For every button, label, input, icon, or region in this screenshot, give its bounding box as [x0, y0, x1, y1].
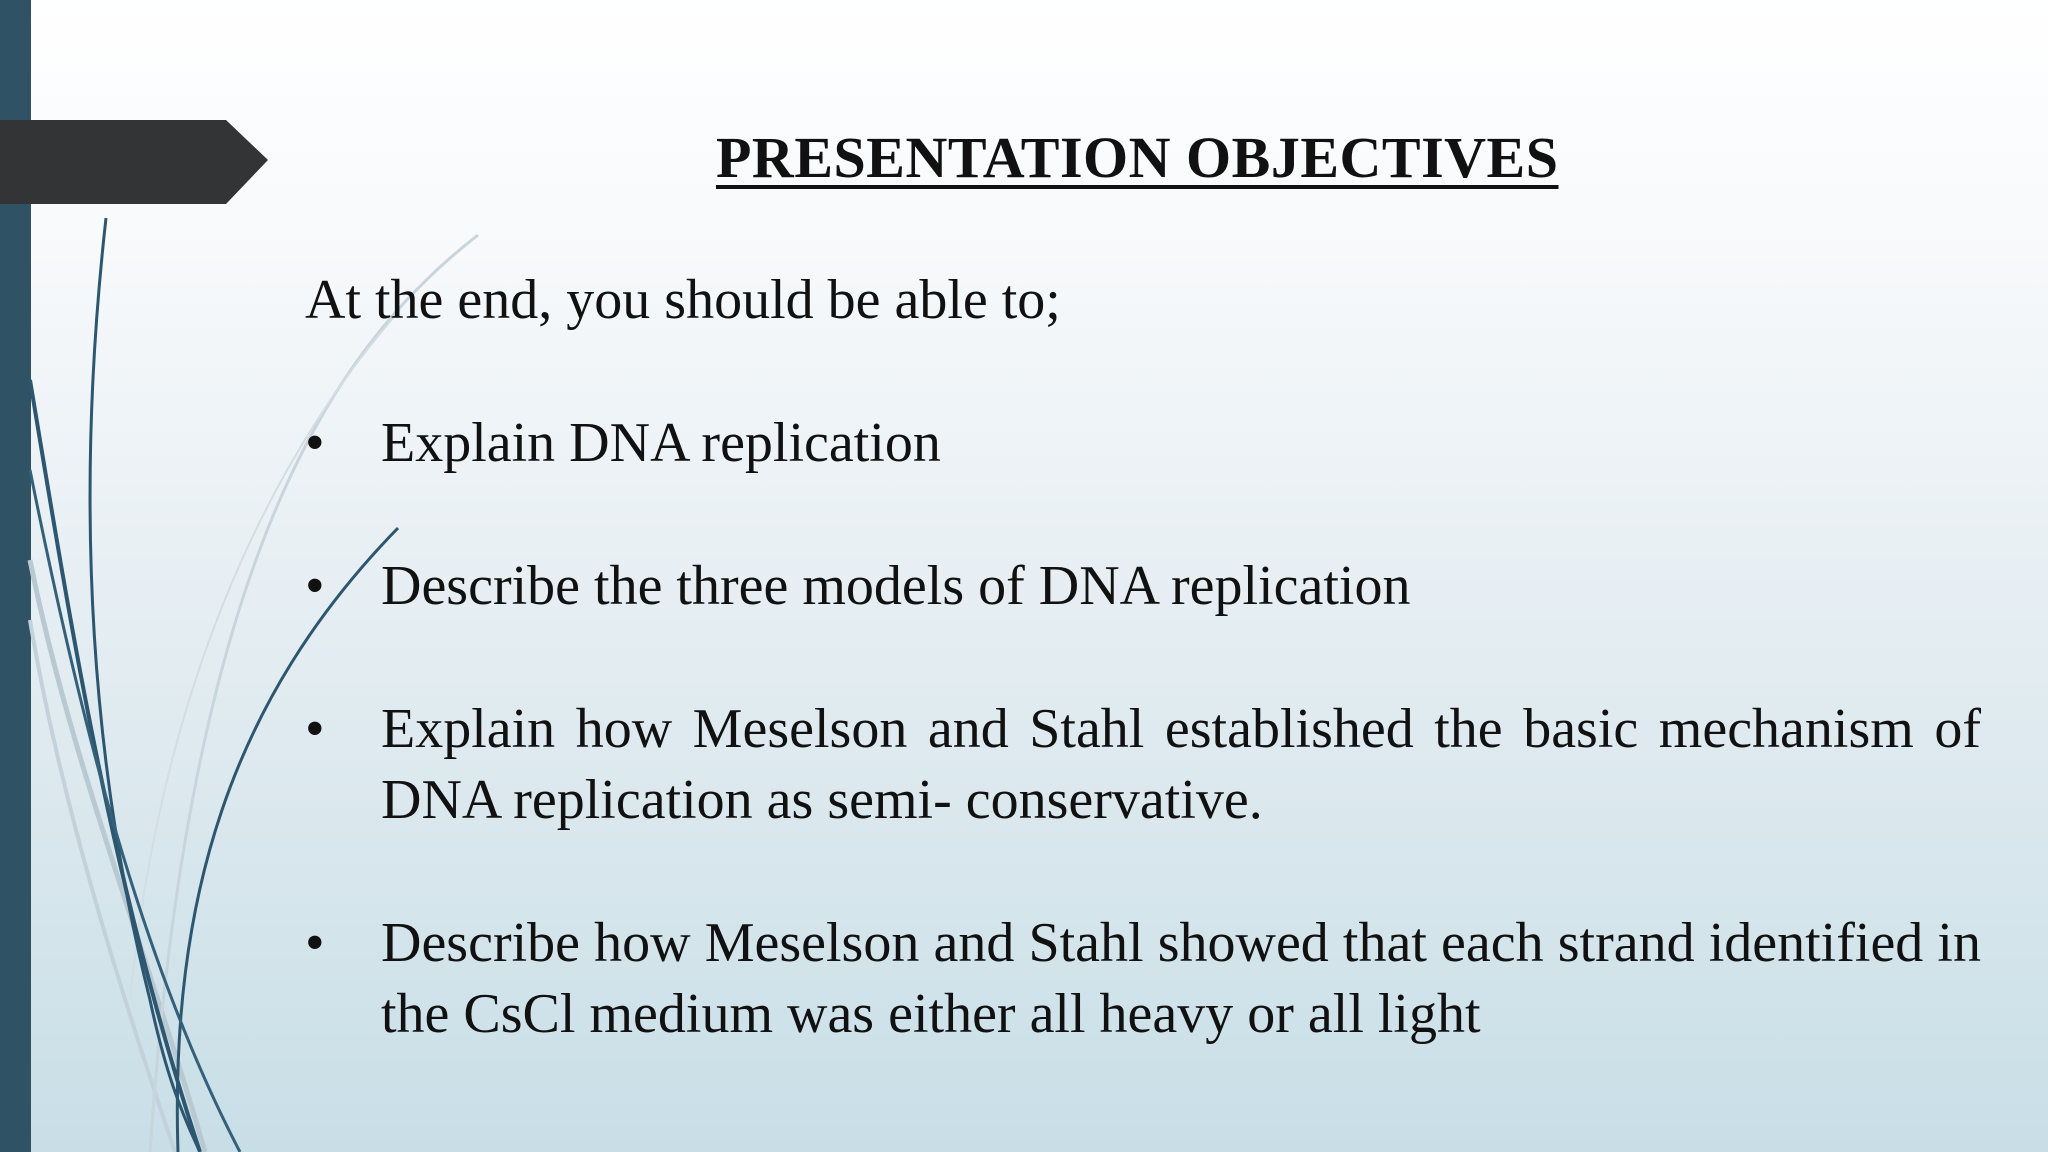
decor-curve-light-2 — [30, 620, 175, 1152]
decor-curve-dark-1 — [90, 218, 200, 1152]
objective-item — [305, 694, 1981, 836]
bullet-icon: • — [305, 412, 325, 474]
bullet-icon: • — [305, 912, 325, 974]
objective-item — [305, 908, 1981, 1050]
decor-curve-dark-2 — [30, 380, 200, 1152]
slide-title: PRESENTATION OBJECTIVES — [716, 125, 1559, 190]
objective-item — [305, 408, 1981, 479]
objective-item — [305, 551, 1981, 622]
objective-text: Describe the three models of DNA replication — [381, 555, 1411, 617]
intro-text: At the end, you should be able to; — [305, 269, 1061, 331]
objective-text: Describe how Meselson and Stahl showed that each strand identified in the CsCl medium was either all heavy or all light — [381, 912, 1981, 1045]
bullet-icon: • — [305, 555, 325, 617]
objectives-list — [305, 408, 1981, 1122]
title-tab-arrow — [0, 118, 280, 218]
objective-text: Explain how Meselson and Stahl established the basic mechanism of DNA replication as semi- conservative. — [381, 698, 1981, 831]
bullet-icon: • — [305, 698, 325, 760]
objective-text: Explain DNA replication — [381, 412, 941, 474]
